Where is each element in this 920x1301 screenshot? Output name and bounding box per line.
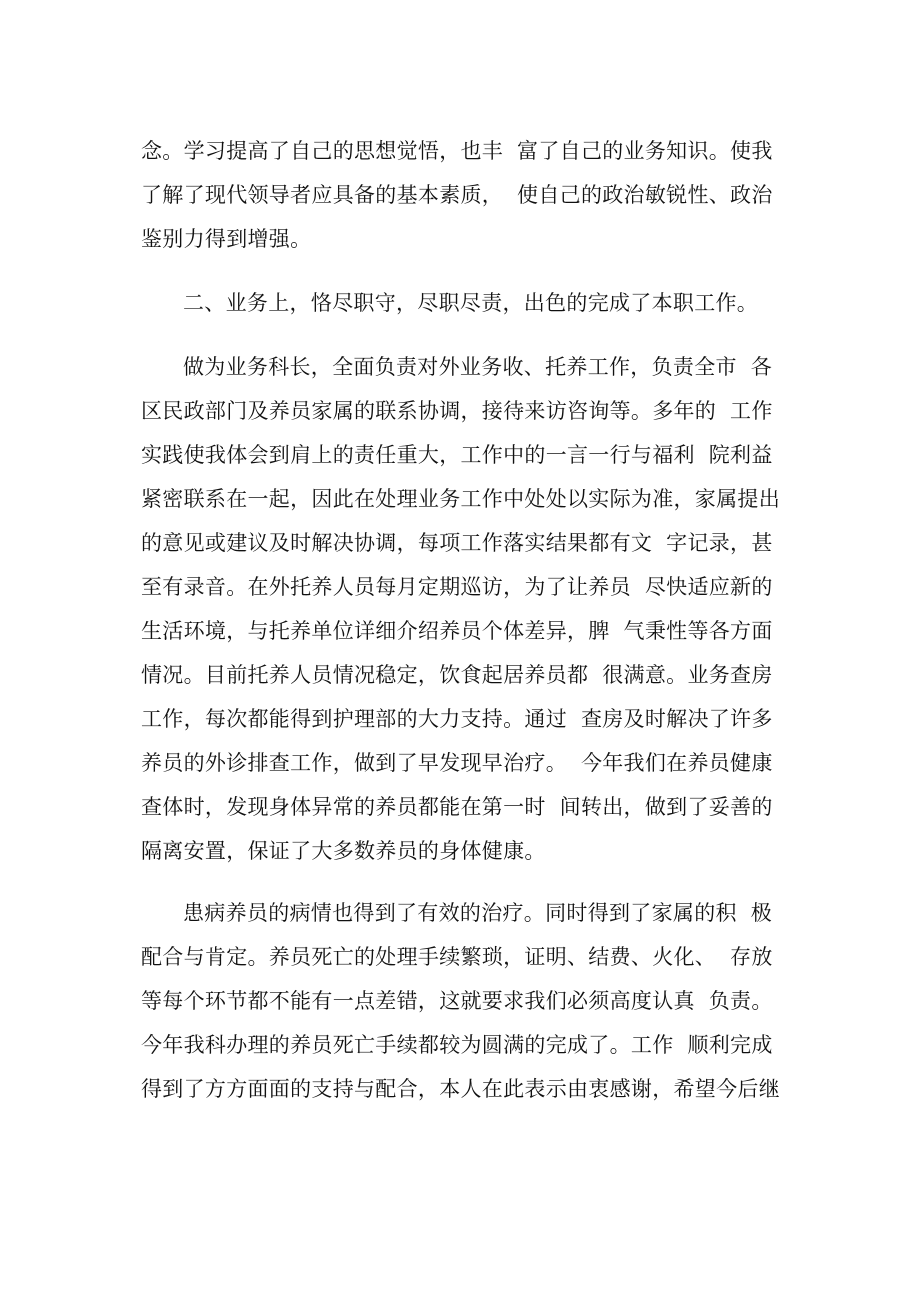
text-line: 今年我科办理的养员死亡手续都较为圆满的完成了。工作 顺利完成 [141,1033,773,1057]
text-line: 做为业务科长，全面负责对外业务收、托养工作，负责全市 各 [183,355,773,379]
text-line: 区民政部门及养员家属的联系协调，接待来访咨询等。多年的 工作 [141,399,773,423]
text-line: 情况。目前托养人员情况稳定，饮食起居养员都 很满意。业务查房 [141,663,773,687]
text-line: 等每个环节都不能有一点差错，这就要求我们必须高度认真 负责。 [141,989,773,1013]
text-line: 紧密联系在一起，因此在处理业务工作中处处以实际为准，家属提出 [141,487,780,511]
text-line: 配合与肯定。养员死亡的处理手续繁琐，证明、结费、火化、 存放 [141,945,773,969]
text-line: 查体时，发现身体异常的养员都能在第一时 间转出，做到了妥善的 [141,795,773,819]
text-line: 得到了方方面面的支持与配合，本人在此表示由衷感谢，希望今后继 [141,1077,780,1101]
text-line: 养员的外诊排查工作，做到了早发现早治疗。 今年我们在养员健康 [141,751,773,775]
text-line: 工作，每次都能得到护理部的大力支持。通过 查房及时解决了许多 [141,707,773,731]
text-line: 生活环境，与托养单位详细介绍养员个体差异，脾 气秉性等各方面 [141,619,773,643]
section-heading: 二、业务上，恪尽职守，尽职尽责，出色的完成了本职工作。 [183,291,759,315]
text-line: 患病养员的病情也得到了有效的治疗。同时得到了家属的积 极 [183,901,773,925]
text-line: 了解了现代领导者应具备的基本素质， 使自己的政治敏锐性、政治 [141,183,773,207]
text-line: 念。学习提高了自己的思想觉悟，也丰 富了自己的业务知识。使我 [141,139,773,163]
text-line: 隔离安置，保证了大多数养员的身体健康。 [141,839,546,863]
text-line: 鉴别力得到增强。 [141,227,312,251]
text-line: 至有录音。在外托养人员每月定期巡访，为了让养员 尽快适应新的 [141,575,773,599]
text-line: 的意见或建议及时解决协调，每项工作落实结果都有文 字记录，甚 [141,531,773,555]
text-line: 实践使我体会到肩上的责任重大，工作中的一言一行与福利 院利益 [141,443,773,467]
